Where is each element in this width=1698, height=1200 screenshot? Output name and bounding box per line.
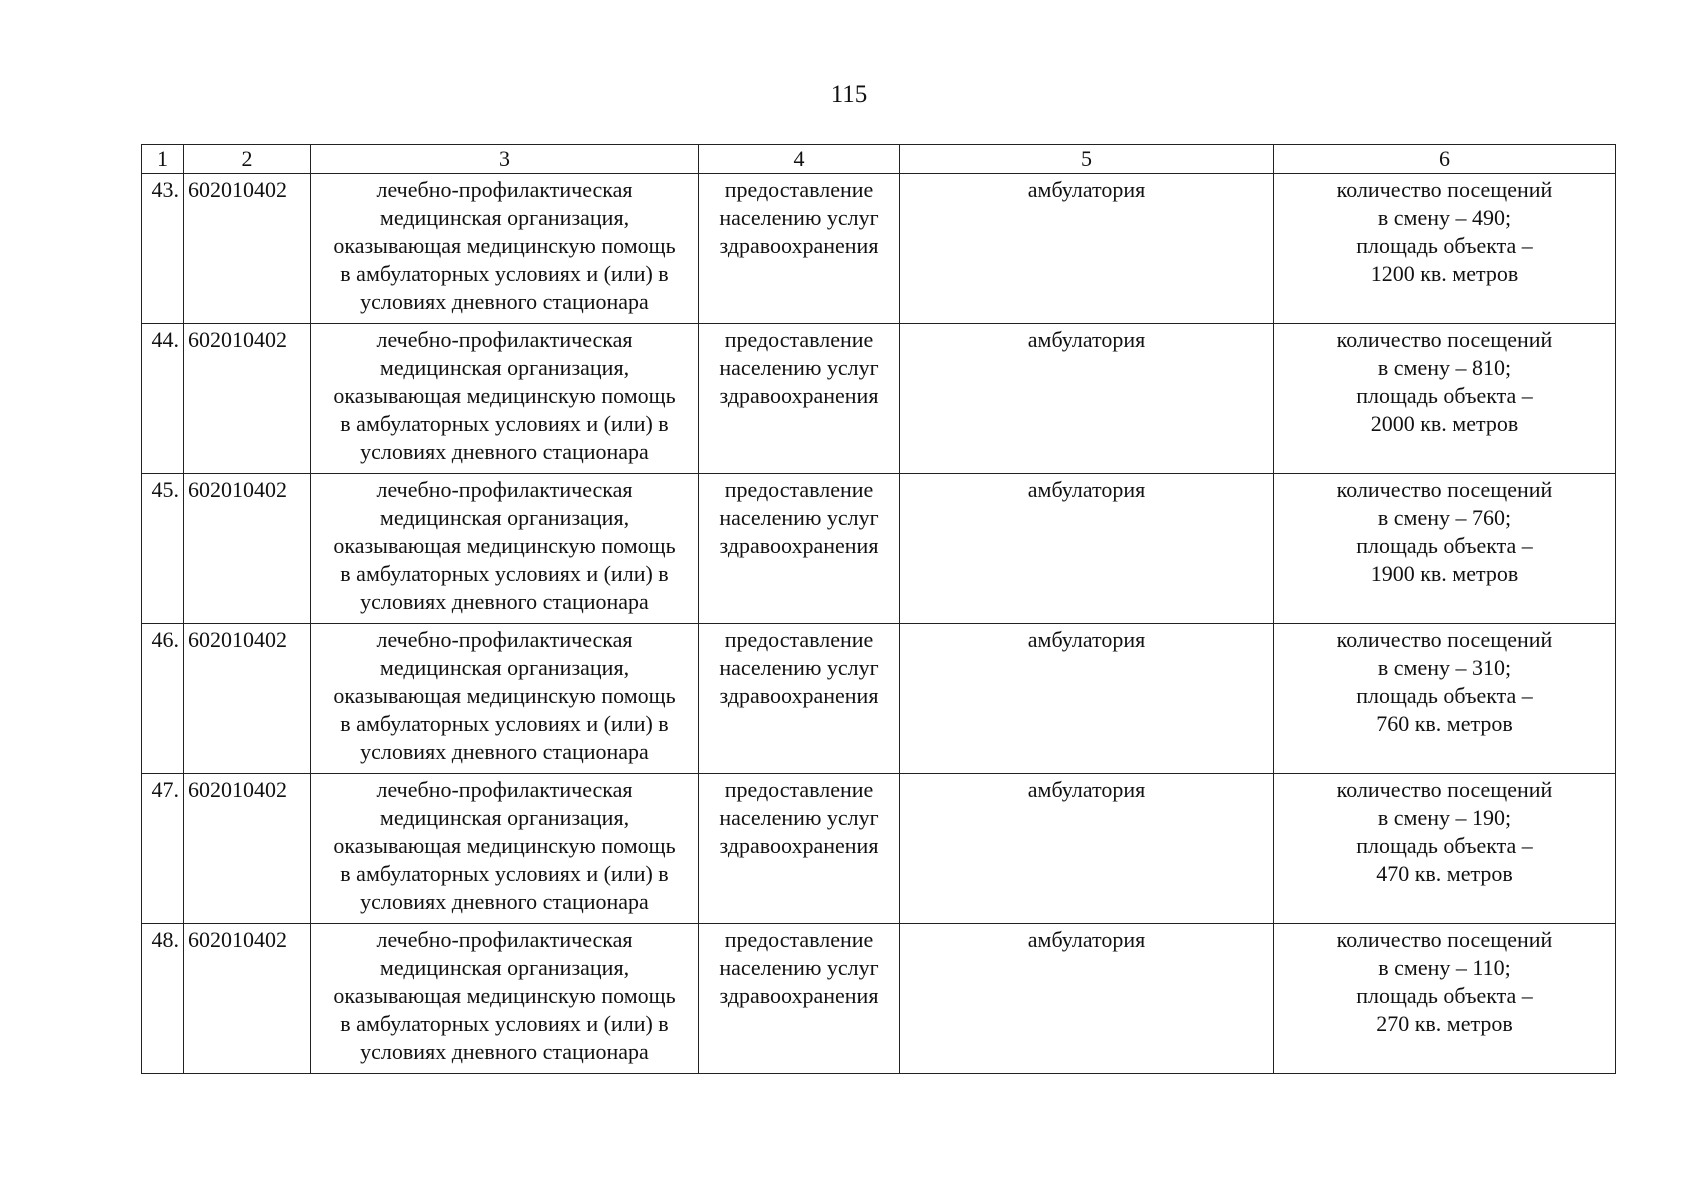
object-code: 602010402 xyxy=(184,624,311,774)
object-purpose-line: здравоохранения xyxy=(719,383,879,408)
object-purpose-line: здравоохранения xyxy=(719,833,879,858)
table-row xyxy=(142,324,1616,474)
object-characteristics-line: 1200 кв. метров xyxy=(1370,261,1519,286)
table-row xyxy=(142,624,1616,774)
object-type-line: медицинская организация, xyxy=(379,505,630,530)
object-purpose-line: предоставление xyxy=(724,327,874,352)
table-row xyxy=(142,924,1616,1074)
object-type-line: условиях дневного стационара xyxy=(360,439,649,464)
table-body xyxy=(142,174,1616,1074)
object-characteristics-line: в смену – 490; xyxy=(1377,205,1512,230)
object-characteristics-line: количество посещений xyxy=(1336,927,1553,952)
object-type-cell xyxy=(311,624,699,774)
object-type-cell xyxy=(311,774,699,924)
object-code: 602010402 xyxy=(184,324,311,474)
object-type-line: лечебно-профилактическая xyxy=(376,627,633,652)
object-type-line: оказывающая медицинскую помощь xyxy=(333,983,676,1008)
row-number: 46. xyxy=(142,624,184,774)
object-characteristics-line: количество посещений xyxy=(1336,177,1553,202)
object-purpose-line: предоставление xyxy=(724,477,874,502)
object-characteristics-line: площадь объекта – xyxy=(1356,533,1533,558)
object-characteristics-line: в смену – 310; xyxy=(1377,655,1512,680)
object-characteristics-line: количество посещений xyxy=(1336,777,1553,802)
object-type-line: в амбулаторных условиях и (или) в xyxy=(340,411,669,436)
table-row xyxy=(142,774,1616,924)
object-name: амбулатория xyxy=(900,324,1274,474)
object-type-line: в амбулаторных условиях и (или) в xyxy=(340,561,669,586)
object-type-line: лечебно-профилактическая xyxy=(376,927,633,952)
object-type-line: в амбулаторных условиях и (или) в xyxy=(340,711,669,736)
table-row xyxy=(142,174,1616,324)
page-number: 115 xyxy=(830,81,868,108)
object-purpose-line: предоставление xyxy=(724,777,874,802)
object-purpose-line: здравоохранения xyxy=(719,983,879,1008)
object-characteristics-cell xyxy=(1274,174,1616,324)
object-type-line: медицинская организация, xyxy=(379,355,630,380)
object-characteristics-line: 1900 кв. метров xyxy=(1370,561,1519,586)
object-characteristics-line: 2000 кв. метров xyxy=(1370,411,1519,436)
object-type-line: медицинская организация, xyxy=(379,205,630,230)
object-characteristics-line: 760 кв. метров xyxy=(1376,711,1513,736)
row-number: 43. xyxy=(142,174,184,324)
object-characteristics-cell xyxy=(1274,624,1616,774)
object-type-cell xyxy=(311,924,699,1074)
object-type-line: условиях дневного стационара xyxy=(360,889,649,914)
object-type-line: в амбулаторных условиях и (или) в xyxy=(340,861,669,886)
object-type-line: оказывающая медицинскую помощь xyxy=(333,233,676,258)
object-type-line: условиях дневного стационара xyxy=(360,589,649,614)
object-characteristics-line: площадь объекта – xyxy=(1356,983,1533,1008)
object-purpose-line: предоставление xyxy=(724,627,874,652)
object-type-line: в амбулаторных условиях и (или) в xyxy=(340,261,669,286)
object-purpose-cell xyxy=(699,174,900,324)
row-number: 44. xyxy=(142,324,184,474)
object-type-line: медицинская организация, xyxy=(379,655,630,680)
object-characteristics-cell xyxy=(1274,474,1616,624)
object-name: амбулатория xyxy=(900,774,1274,924)
object-characteristics-cell xyxy=(1274,924,1616,1074)
column-number-header: 1 xyxy=(142,145,184,174)
objects-table xyxy=(141,144,1616,1074)
column-number-header: 4 xyxy=(699,145,900,174)
object-purpose-cell xyxy=(699,624,900,774)
object-characteristics-line: площадь объекта – xyxy=(1356,683,1533,708)
object-purpose-cell xyxy=(699,924,900,1074)
column-number-header: 3 xyxy=(311,145,699,174)
object-type-line: лечебно-профилактическая xyxy=(376,177,633,202)
object-type-line: оказывающая медицинскую помощь xyxy=(333,533,676,558)
object-type-line: медицинская организация, xyxy=(379,955,630,980)
object-characteristics-line: количество посещений xyxy=(1336,627,1553,652)
column-number-header: 6 xyxy=(1274,145,1616,174)
column-number-header: 2 xyxy=(184,145,311,174)
object-type-line: условиях дневного стационара xyxy=(360,289,649,314)
object-name: амбулатория xyxy=(900,174,1274,324)
object-characteristics-line: в смену – 110; xyxy=(1378,955,1511,980)
object-name: амбулатория xyxy=(900,924,1274,1074)
object-purpose-line: здравоохранения xyxy=(719,533,879,558)
object-characteristics-line: 270 кв. метров xyxy=(1376,1011,1513,1036)
object-purpose-line: здравоохранения xyxy=(719,233,879,258)
object-code: 602010402 xyxy=(184,924,311,1074)
object-purpose-cell xyxy=(699,774,900,924)
object-purpose-line: населению услуг xyxy=(719,505,879,530)
object-characteristics-line: в смену – 810; xyxy=(1377,355,1512,380)
object-type-cell xyxy=(311,174,699,324)
object-type-line: в амбулаторных условиях и (или) в xyxy=(340,1011,669,1036)
object-type-line: оказывающая медицинскую помощь xyxy=(333,383,676,408)
object-characteristics-line: в смену – 190; xyxy=(1377,805,1512,830)
object-purpose-line: населению услуг xyxy=(719,205,879,230)
object-characteristics-cell xyxy=(1274,774,1616,924)
column-number-row xyxy=(142,145,1616,174)
object-purpose-line: населению услуг xyxy=(719,355,879,380)
column-number-header: 5 xyxy=(900,145,1274,174)
row-number: 48. xyxy=(142,924,184,1074)
row-number: 45. xyxy=(142,474,184,624)
object-characteristics-line: площадь объекта – xyxy=(1356,833,1533,858)
object-purpose-line: населению услуг xyxy=(719,805,879,830)
row-number: 47. xyxy=(142,774,184,924)
object-type-line: лечебно-профилактическая xyxy=(376,327,633,352)
object-code: 602010402 xyxy=(184,474,311,624)
object-characteristics-line: количество посещений xyxy=(1336,327,1553,352)
object-purpose-cell xyxy=(699,324,900,474)
object-purpose-cell xyxy=(699,474,900,624)
object-purpose-line: населению услуг xyxy=(719,955,879,980)
object-code: 602010402 xyxy=(184,174,311,324)
object-code: 602010402 xyxy=(184,774,311,924)
object-type-cell xyxy=(311,324,699,474)
object-purpose-line: предоставление xyxy=(724,177,874,202)
object-purpose-line: населению услуг xyxy=(719,655,879,680)
object-characteristics-line: площадь объекта – xyxy=(1356,383,1533,408)
table-row xyxy=(142,474,1616,624)
object-type-line: лечебно-профилактическая xyxy=(376,777,633,802)
object-type-line: медицинская организация, xyxy=(379,805,630,830)
object-type-cell xyxy=(311,474,699,624)
object-type-line: условиях дневного стационара xyxy=(360,1039,649,1064)
object-purpose-line: предоставление xyxy=(724,927,874,952)
object-name: амбулатория xyxy=(900,624,1274,774)
object-type-line: условиях дневного стационара xyxy=(360,739,649,764)
object-characteristics-line: 470 кв. метров xyxy=(1376,861,1513,886)
object-purpose-line: здравоохранения xyxy=(719,683,879,708)
object-characteristics-line: в смену – 760; xyxy=(1377,505,1512,530)
object-characteristics-line: площадь объекта – xyxy=(1356,233,1533,258)
object-type-line: оказывающая медицинскую помощь xyxy=(333,833,676,858)
object-name: амбулатория xyxy=(900,474,1274,624)
object-type-line: лечебно-профилактическая xyxy=(376,477,633,502)
object-characteristics-cell xyxy=(1274,324,1616,474)
object-type-line: оказывающая медицинскую помощь xyxy=(333,683,676,708)
object-characteristics-line: количество посещений xyxy=(1336,477,1553,502)
